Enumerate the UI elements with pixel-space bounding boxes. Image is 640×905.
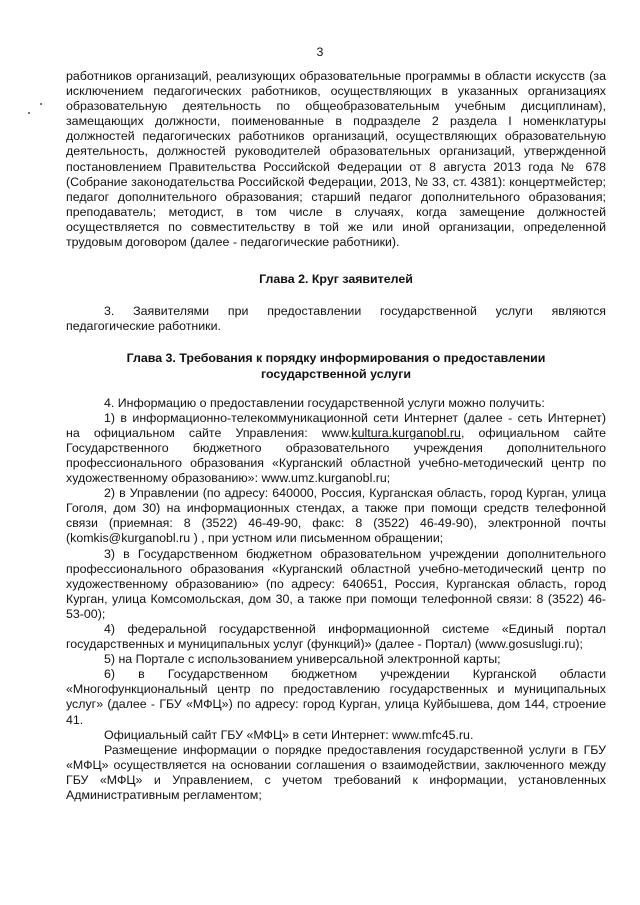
document-body: [66, 69, 606, 803]
mfc-site-paragraph: Официальный сайт ГБУ «МФЦ» в сети Интернет: www.mfc45.ru.: [104, 727, 474, 742]
chapter2-paragraph: 3. Заявителями при предоставлении государственной услуги являются педагогические работники.: [66, 304, 606, 334]
chapter2-title: Глава 2. Круг заявителей: [259, 272, 413, 287]
chapter3-title-line1: Глава 3. Требования к порядку информирования о предоставлении: [126, 351, 546, 366]
intro-paragraph: работников организаций, реализующих образовательные программы в области искусств (за исключением педагогических работников, осуществляющих в указанных организациях образовательную деятельность по общеобразовательным учебным дисциплинам), замещающих должности, поименованные в подразделе 2 раздела I номенклатуры должностей педагогических работников организаций, осуществляющих образовательную деятельность, должностей руководителей образовательных организаций, утвержденной постановлением Правительства Российской Федерации от 8 августа 2013 года № 678 (Собрание законодательства Российской Федерации, 2013, № 33, ст. 4381): концертмейстер; педагог дополнительного образования; старший педагог дополнительного образования; преподаватель; методист, в том числе в случаях, когда замещение должностей осуществляется по совместительству в той же или иной организации, определенной трудовым договором (далее - педагогические работники).: [66, 69, 606, 250]
chapter3-title-line2: государственной услуги: [261, 366, 411, 381]
scan-speck: [40, 103, 42, 105]
item-1: [66, 411, 606, 486]
item-1-text: 1) в информационно-телекоммуникационной сети Интернет (далее - сеть Интернет) на официальном сайте Управления: www.: [66, 410, 606, 440]
item-2: 2) в Управлении (по адресу: 640000, Россия, Курганская область, город Курган, улица Гоголя, дом 30) на информационных стендах, а также при помощи средств телефонной связи (приемная: 8 (3522) 46-49-90, факс: 8 (3522) 46-49-90), электронной почты (komkis@kurganobl.ru ) , при устном или письменном обращении;: [66, 486, 606, 546]
item-6: 6) в Государственном бюджетном учреждении Курганской области «Многофункциональный центр по предоставлению государственных и муниципальных услуг» (далее - ГБУ «МФЦ») по адресу: город Курган, улица Куйбышева, дом 144, строение 41.: [66, 667, 606, 727]
page-number: 3: [316, 45, 324, 59]
kultura-site-link: kultura.kurganobl.ru: [351, 425, 461, 440]
item-4: 4) федеральной государственной информационной системе «Единый портал государственных и муниципальных услуг (функций)» (далее - Портал) (www.gosuslugi.ru);: [66, 622, 606, 652]
placement-paragraph: Размещение информации о порядке предоставления государственной услуги в ГБУ «МФЦ» осуществляется на основании соглашения о взаимодействии, заключенного между ГБУ «МФЦ» и Управлением, с учетом требований к информации, установленных Административным регламентом;: [66, 742, 606, 803]
paragraph-4-lead: 4. Информацию о предоставлении государственной услуги можно получить:: [104, 395, 545, 410]
item-3: 3) в Государственном бюджетном образовательном учреждении дополнительного профессионального образования «Курганский областной учебно-методический центр по художественному образованию» (по адресу: 640651, Россия, Курганская область, город Курган, улица Комсомольская, дом 30, а также при помощи телефонной связи: 8 (3522) 46-53-00);: [66, 546, 606, 621]
scan-speck: [28, 112, 30, 114]
item-5: 5) на Портале с использованием универсальной электронной карты;: [104, 652, 501, 667]
chapter3-title: [66, 351, 606, 381]
item-1-text-end: , официальном сайте Государственного бюджетного образовательного учреждения дополнительного профессионального образования «Курганский областной учебно-методический центр по художественному образованию»: www.umz.kurganobl.ru;: [66, 425, 606, 486]
